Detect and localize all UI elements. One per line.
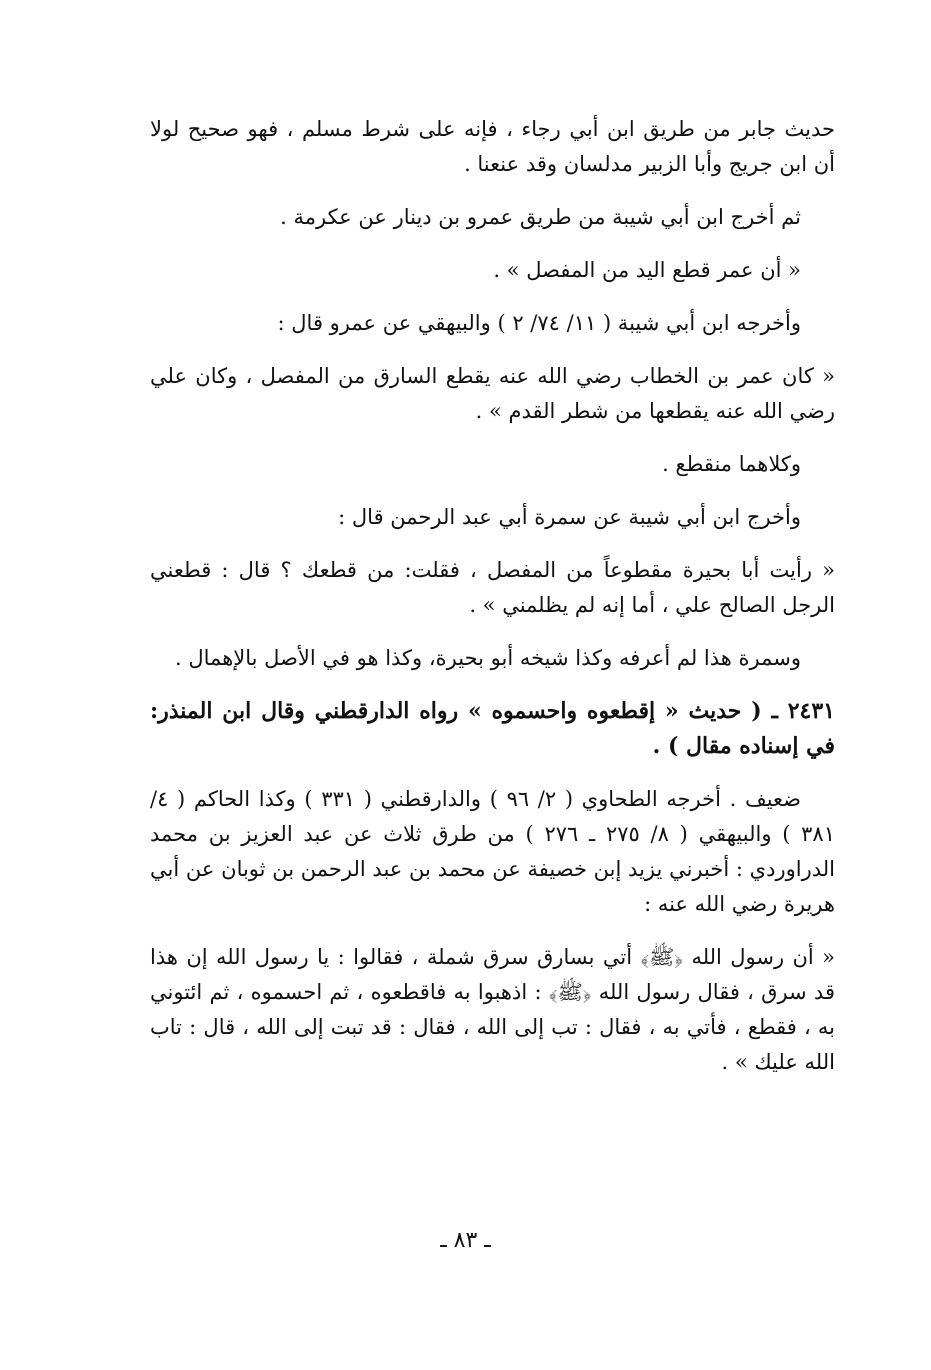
paragraph-daif-takhrij: ضعيف . أخرجه الطحاوي ( ٢/ ٩٦ ) والدارقطني ( ٣٣١ ) وكذا الحاكم ( ٤/ ٣٨١ ) والبيهقي ( ٨/ ٢٧٥ ـ ٢٧٦ ) من طرق ثلاث عن عبد العزيز بن محمد الدراوردي : أخبرني يزيد إبن خصيفة عن محمد بن عبد الرحمن بن ثوبان عن أبي هريرة رضي الله عنه : xyxy=(150,787,835,916)
paragraph-jabir-hadith: حديث جابر من طريق ابن أبي رجاء ، فإنه على شرط مسلم ، فهو صحيح لولا أن ابن جريج وأبا الزبير مدلسان وقد عنعنا . xyxy=(150,117,835,176)
paragraph-ibn-abi-shaybah-ikrimah: ثم أخرج ابن أبي شيبة من طريق عمرو بن دينار عن عكرمة . xyxy=(280,205,801,229)
paragraph-samurah-unknown: وسمرة هذا لم أعرفه وكذا شيخه أبو بحيرة، وكذا هو في الأصل بالإهمال . xyxy=(175,646,801,670)
paragraph-both-munqati: وكلاهما منقطع . xyxy=(662,452,801,476)
quote-prophet-thief: « أن رسول الله ﴿ﷺ﴾ أتي بسارق سرق شملة ، فقالوا : يا رسول الله إن هذا قد سرق ، فقال رسول الله ﴿ﷺ﴾ : اذهبوا به فاقطعوه ، ثم احسموه ، ثم ائتوني به ، فقطع ، فأتي به ، فقال : تب إلى الله ، فقال : قد تبت إلى الله ، قال : تاب الله عليك » . xyxy=(150,945,835,1074)
paragraph-samurah: وأخرج ابن أبي شيبة عن سمرة أبي عبد الرحمن قال : xyxy=(338,505,801,529)
body-text xyxy=(150,112,835,1098)
page-number: ـ ٨٣ ـ xyxy=(440,1228,491,1253)
quote-abu-buhayrah: « رأيت أبا بحيرة مقطوعاً من المفصل ، فقلت: من قطعك ؟ قال : قطعني الرجل الصالح علي ، أما إنه لم يظلمني » . xyxy=(150,558,835,617)
hadith-heading-2431: ٢٤٣١ ـ ( حديث « إقطعوه واحسموه » رواه الدارقطني وقال ابن المنذر: في إسناده مقال ) . xyxy=(150,698,835,759)
quote-umar-ali-cutting: « كان عمر بن الخطاب رضي الله عنه يقطع السارق من المفصل ، وكان علي رضي الله عنه يقطعها من شطر القدم » . xyxy=(150,364,835,423)
quote-umar-cut-hand: « أن عمر قطع اليد من المفصل » . xyxy=(493,258,801,282)
paragraph-bayhaqi-amr: وأخرجه ابن أبي شيبة ( ١١/ ٧٤/ ٢ ) والبيهقي عن عمرو قال : xyxy=(277,311,801,335)
